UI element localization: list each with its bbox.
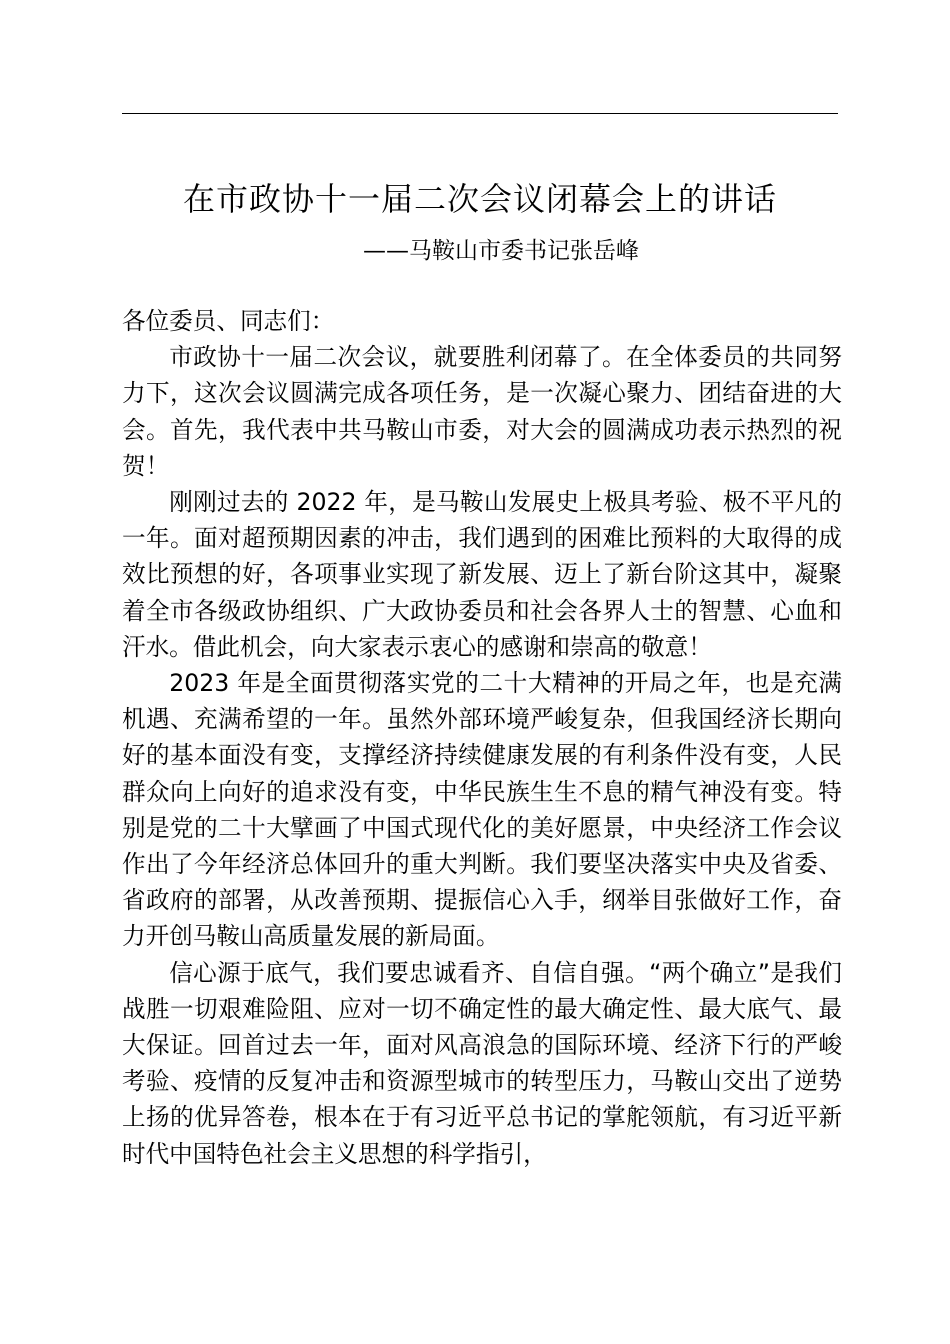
paragraph: 刚刚过去的 2022 年，是马鞍山发展史上极具考验、极不平凡的一年。面对超预期因素的冲击，我们遇到的困难比预料的大取得的成效比预想的好，各项事业实现了新发展、迈上了新台阶这其中，凝聚着全市各级政协组织、广大政协委员和社会各界人士的智慧、心血和汗水。借此机会，向大家表示衷心的感谢和崇高的敬意！	[122, 488, 842, 661]
document-body	[122, 303, 842, 1172]
salutation: 各位委员、同志们：	[122, 307, 335, 335]
document-title: 在市政协十一届二次会议闭幕会上的讲话	[182, 180, 777, 218]
paragraph: 信心源于底气，我们要忠诚看齐、自信自强。“两个确立”是我们战胜一切艰难险阻、应对一切不确定性的最大确定性、最大底气、最大保证。回首过去一年，面对风高浪急的国际环境、经济下行的严峻考验、疫情的反复冲击和资源型城市的转型压力，马鞍山交出了逆势上扬的优异答卷，根本在于有习近平总书记的掌舵领航，有习近平新时代中国特色社会主义思想的科学指引，	[122, 958, 842, 1168]
paragraph: 2023 年是全面贯彻落实党的二十大精神的开局之年，也是充满机遇、充满希望的一年。虽然外部环境严峻复杂，但我国经济长期向好的基本面没有变，支撑经济持续健康发展的有利条件没有变，人民群众向上向好的追求没有变，中华民族生生不息的精气神没有变。特别是党的二十大擘画了中国式现代化的美好愿景，中央经济工作会议作出了今年经济总体回升的重大判断。我们要坚决落实中央及省委、省政府的部署，从改善预期、提振信心入手，纲举目张做好工作，奋力开创马鞍山高质量发展的新局面。	[122, 669, 842, 951]
header-rule	[122, 113, 838, 114]
paragraph: 市政协十一届二次会议，就要胜利闭幕了。在全体委员的共同努力下，这次会议圆满完成各项任务，是一次凝心聚力、团结奋进的大会。首先，我代表中共马鞍山市委，对大会的圆满成功表示热烈的祝贺！	[122, 343, 842, 480]
document-subtitle: ——马鞍山市委书记张岳峰	[363, 238, 639, 264]
